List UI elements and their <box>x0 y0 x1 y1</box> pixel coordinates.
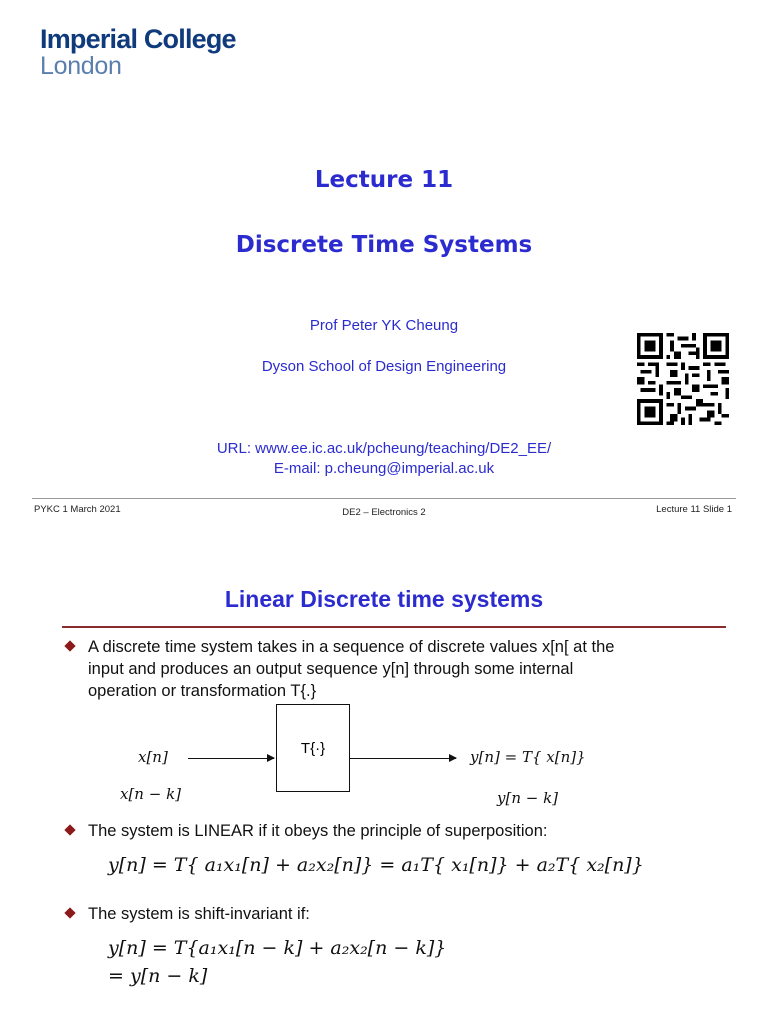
logo-line2: London <box>40 52 122 80</box>
title-rule <box>62 626 726 628</box>
bullet-1-line1: A discrete time system takes in a sequence of discrete values x[n[ at the <box>88 638 615 656</box>
bullet-2-text: The system is LINEAR if it obeys the principle of superposition: <box>88 822 548 840</box>
bullet-diamond-icon <box>64 907 75 918</box>
bullet-1-line3: operation or transformation T{.} <box>88 682 317 700</box>
diagram-input-label: x[n] <box>138 748 168 766</box>
bullet-3-text: The system is shift-invariant if: <box>88 905 310 923</box>
output-arrow-icon <box>350 758 456 759</box>
bullet-1-text <box>88 636 614 702</box>
transform-box-label: T{·} <box>300 739 326 757</box>
content-slide <box>0 560 768 1024</box>
shift-invariance-equation-line1: y[n] = T{a₁x₁[n − k] + a₂x₂[n − k]} <box>108 937 447 959</box>
lecture-subtitle: Discrete Time Systems <box>235 232 533 258</box>
email-link[interactable]: E-mail: p.cheung@imperial.ac.uk <box>273 460 495 477</box>
shift-invariance-equation-line2: = y[n − k] <box>108 965 208 987</box>
author-name: Prof Peter YK Cheung <box>309 317 459 334</box>
diagram-output-label: y[n] = T{ x[n]} <box>470 748 586 766</box>
transform-box <box>276 704 350 792</box>
footer-slide-number: Lecture 11 Slide 1 <box>656 504 732 515</box>
imperial-college-logo <box>40 26 236 79</box>
bullet-diamond-icon <box>64 640 75 651</box>
bullet-1-line2: input and produces an output sequence y[n] through some internal <box>88 660 574 678</box>
footer-divider <box>32 498 736 499</box>
logo-line1: Imperial College <box>40 24 236 54</box>
qr-code-icon <box>637 333 729 425</box>
superposition-equation: y[n] = T{ a₁x₁[n] + a₂x₂[n]} = a₁T{ x₁[n]} + a₂T{ x₂[n]} <box>108 854 644 876</box>
url-link[interactable]: URL: www.ee.ic.ac.uk/pcheung/teaching/DE2_EE/ <box>216 440 552 457</box>
department-name: Dyson School of Design Engineering <box>261 358 507 375</box>
diagram-output-shifted-label: y[n − k] <box>497 789 559 807</box>
slide-title: Linear Discrete time systems <box>224 586 544 612</box>
footer-course: DE2 – Electronics 2 <box>342 507 426 518</box>
lecture-title: Lecture 11 <box>314 167 454 193</box>
input-arrow-icon <box>188 758 274 759</box>
diagram-input-shifted-label: x[n − k] <box>120 785 182 803</box>
footer-date: PYKC 1 March 2021 <box>34 504 121 515</box>
bullet-diamond-icon <box>64 824 75 835</box>
